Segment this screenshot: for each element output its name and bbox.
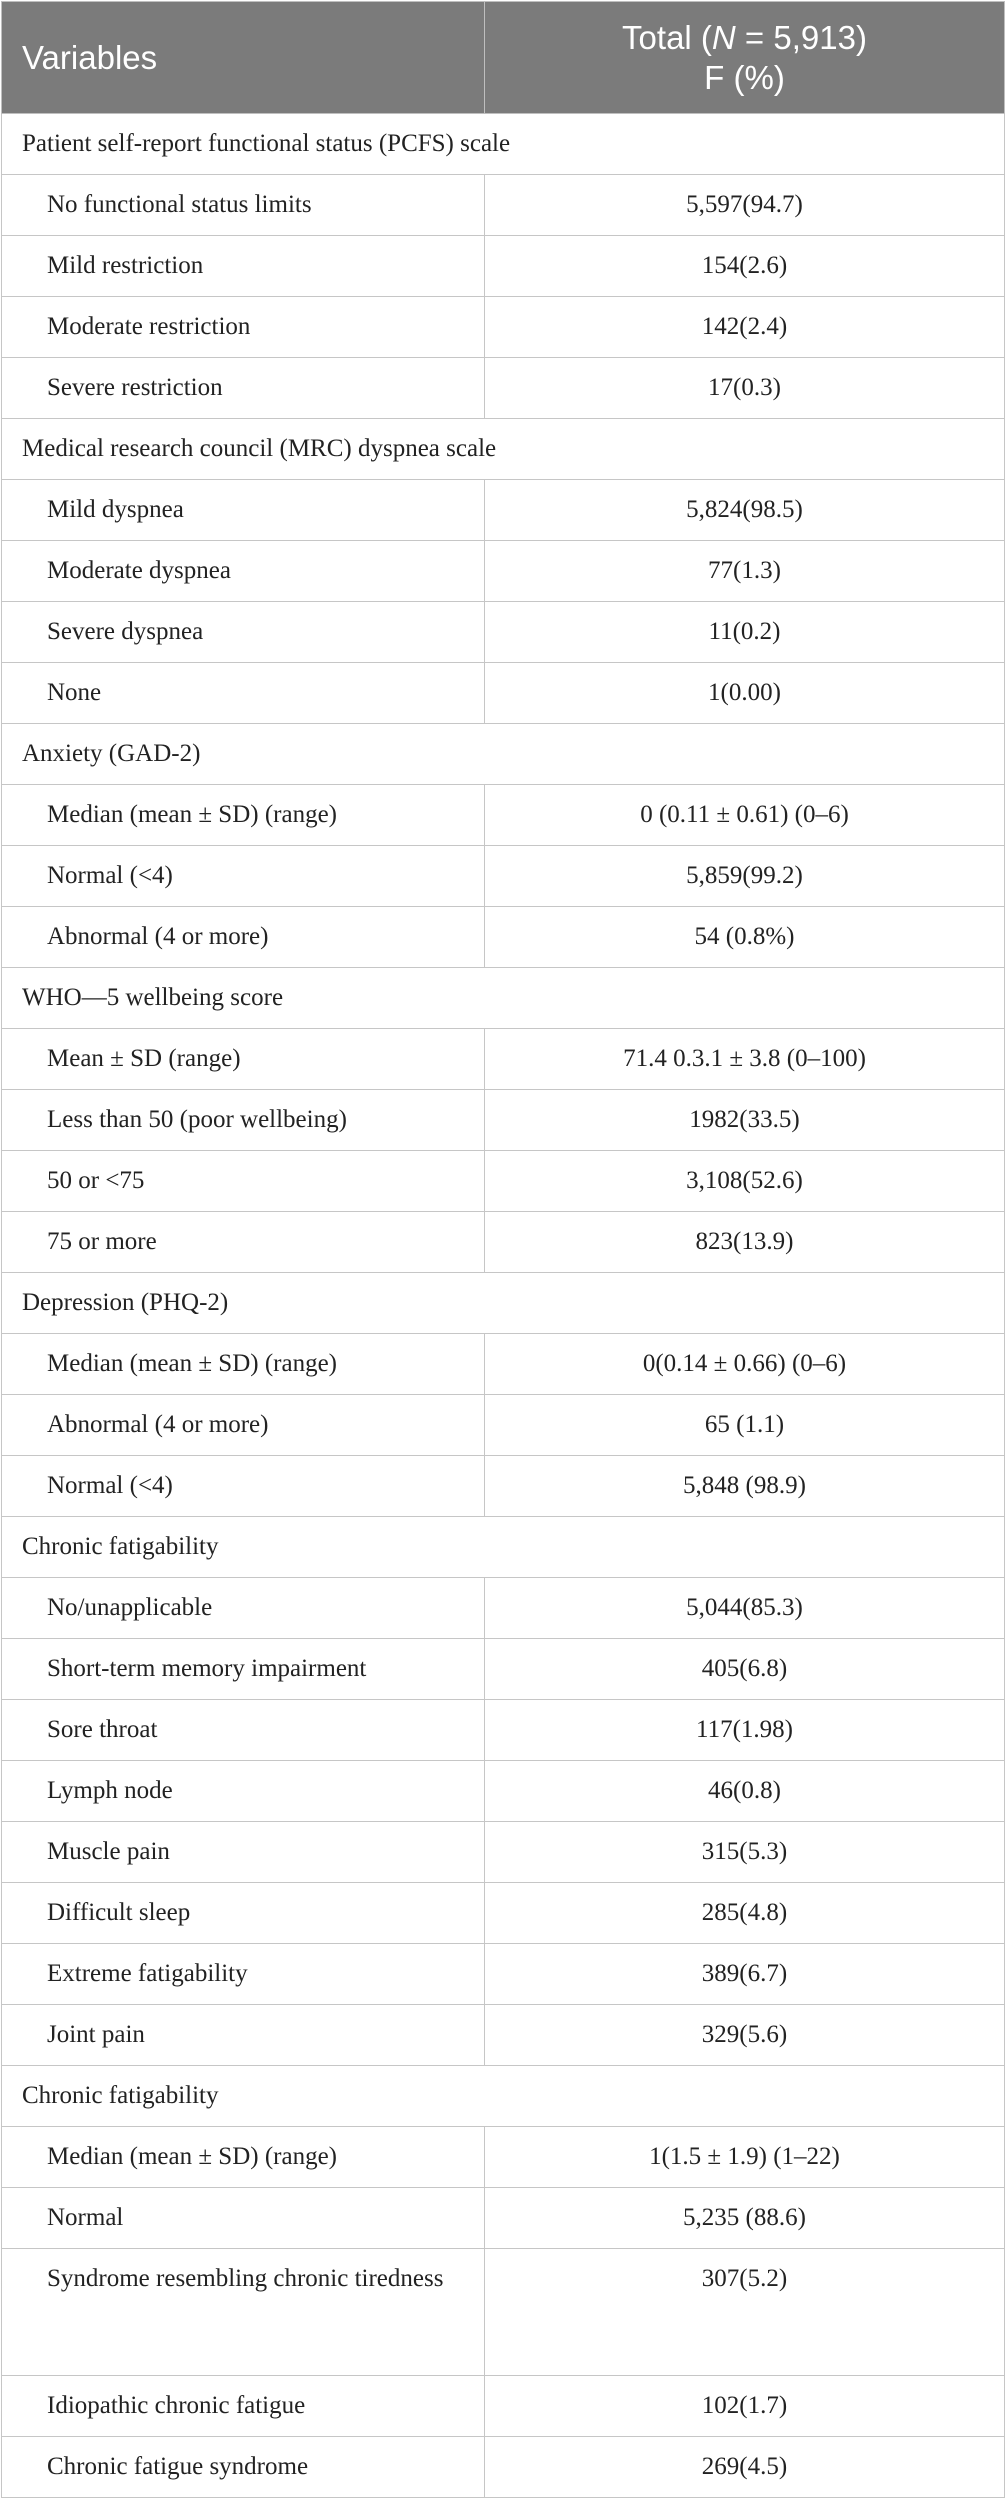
row-label: Lymph node: [2, 1761, 485, 1822]
row-value: 3,108(52.6): [485, 1151, 1005, 1212]
table-row: [2, 907, 1005, 968]
row-label: No functional status limits: [2, 175, 485, 236]
header-total-prefix: Total (: [622, 18, 712, 56]
row-label: Normal: [2, 2188, 485, 2249]
row-label: Sore throat: [2, 1700, 485, 1761]
row-value: 389(6.7): [485, 1944, 1005, 2005]
table-row: [2, 2437, 1005, 2498]
row-label: Less than 50 (poor wellbeing): [2, 1090, 485, 1151]
table-row: [2, 480, 1005, 541]
table-row: [2, 1578, 1005, 1639]
header-total: [485, 2, 1005, 114]
section-row: [2, 419, 1005, 480]
section-row: [2, 2066, 1005, 2127]
section-title: Medical research council (MRC) dyspnea scale: [2, 419, 1005, 480]
row-value: 329(5.6): [485, 2005, 1005, 2066]
table-row: [2, 1639, 1005, 1700]
row-label: Mild restriction: [2, 236, 485, 297]
table-row: [2, 2127, 1005, 2188]
row-value: 5,848 (98.9): [485, 1456, 1005, 1517]
row-label: Severe dyspnea: [2, 602, 485, 663]
row-label: Extreme fatigability: [2, 1944, 485, 2005]
row-label: Moderate dyspnea: [2, 541, 485, 602]
row-value: 142(2.4): [485, 297, 1005, 358]
table-row: [2, 1151, 1005, 1212]
section-title: Anxiety (GAD-2): [2, 724, 1005, 785]
section-row: [2, 968, 1005, 1029]
row-label: Normal (<4): [2, 846, 485, 907]
header-total-line2: F (%): [704, 58, 785, 96]
section-title: Chronic fatigability: [2, 1517, 1005, 1578]
row-value: 0 (0.11 ± 0.61) (0–6): [485, 785, 1005, 846]
row-value: 5,235 (88.6): [485, 2188, 1005, 2249]
row-label: Mild dyspnea: [2, 480, 485, 541]
row-label: Abnormal (4 or more): [2, 907, 485, 968]
row-value: 0(0.14 ± 0.66) (0–6): [485, 1334, 1005, 1395]
table-row: [2, 1029, 1005, 1090]
table-header-row: [2, 2, 1005, 114]
row-label: 50 or <75: [2, 1151, 485, 1212]
section-row: [2, 1273, 1005, 1334]
row-label: Moderate restriction: [2, 297, 485, 358]
header-total-suffix: = 5,913): [735, 18, 867, 56]
row-label: Chronic fatigue syndrome: [2, 2437, 485, 2498]
row-value: 1(1.5 ± 1.9) (1–22): [485, 2127, 1005, 2188]
header-variables: Variables: [2, 2, 485, 114]
table-row: [2, 785, 1005, 846]
row-value: 117(1.98): [485, 1700, 1005, 1761]
row-label: Median (mean ± SD) (range): [2, 785, 485, 846]
section-row: [2, 1517, 1005, 1578]
table-row: [2, 1761, 1005, 1822]
table-row: [2, 1944, 1005, 2005]
table-body: [2, 114, 1005, 2498]
row-value: 11(0.2): [485, 602, 1005, 663]
table-row: [2, 1456, 1005, 1517]
table-row: [2, 663, 1005, 724]
row-value: 1(0.00): [485, 663, 1005, 724]
table-row: [2, 2188, 1005, 2249]
table-row: [2, 175, 1005, 236]
section-row: [2, 114, 1005, 175]
table-row: [2, 1700, 1005, 1761]
row-label: None: [2, 663, 485, 724]
row-label: Severe restriction: [2, 358, 485, 419]
row-label: Normal (<4): [2, 1456, 485, 1517]
row-value: 285(4.8): [485, 1883, 1005, 1944]
row-label: Joint pain: [2, 2005, 485, 2066]
row-label: Idiopathic chronic fatigue: [2, 2376, 485, 2437]
row-value: 269(4.5): [485, 2437, 1005, 2498]
row-label: Median (mean ± SD) (range): [2, 2127, 485, 2188]
table-row: [2, 2376, 1005, 2437]
row-label: Median (mean ± SD) (range): [2, 1334, 485, 1395]
row-label: Mean ± SD (range): [2, 1029, 485, 1090]
section-title: WHO—5 wellbeing score: [2, 968, 1005, 1029]
table-row: [2, 1822, 1005, 1883]
row-value: 307(5.2): [485, 2249, 1005, 2376]
row-value: 823(13.9): [485, 1212, 1005, 1273]
row-value: 54 (0.8%): [485, 907, 1005, 968]
row-value: 65 (1.1): [485, 1395, 1005, 1456]
table-row: [2, 297, 1005, 358]
table-row: [2, 1883, 1005, 1944]
row-value: 1982(33.5): [485, 1090, 1005, 1151]
table-row: [2, 1212, 1005, 1273]
table-row: [2, 846, 1005, 907]
row-label: Abnormal (4 or more): [2, 1395, 485, 1456]
section-row: [2, 724, 1005, 785]
row-value: 102(1.7): [485, 2376, 1005, 2437]
row-value: 17(0.3): [485, 358, 1005, 419]
header-total-n: N: [711, 18, 736, 56]
table-row: [2, 358, 1005, 419]
row-value: 5,044(85.3): [485, 1578, 1005, 1639]
row-value: 77(1.3): [485, 541, 1005, 602]
row-value: 5,824(98.5): [485, 480, 1005, 541]
row-label: 75 or more: [2, 1212, 485, 1273]
row-label: Muscle pain: [2, 1822, 485, 1883]
row-label: No/unapplicable: [2, 1578, 485, 1639]
table-row: [2, 1395, 1005, 1456]
results-table: [1, 1, 1005, 2498]
row-value: 71.4 0.3.1 ± 3.8 (0–100): [485, 1029, 1005, 1090]
row-label: Syndrome resembling chronic tiredness: [2, 2249, 485, 2376]
table-row: [2, 236, 1005, 297]
row-value: 154(2.6): [485, 236, 1005, 297]
table-row: [2, 1090, 1005, 1151]
header-total-line1: [485, 18, 1004, 58]
row-label: Short-term memory impairment: [2, 1639, 485, 1700]
row-value: 46(0.8): [485, 1761, 1005, 1822]
row-value: 315(5.3): [485, 1822, 1005, 1883]
table-row: [2, 602, 1005, 663]
table-row: [2, 2005, 1005, 2066]
row-value: 405(6.8): [485, 1639, 1005, 1700]
results-table-container: [1, 1, 1004, 2498]
table-row: [2, 541, 1005, 602]
section-title: Depression (PHQ-2): [2, 1273, 1005, 1334]
table-row: [2, 1334, 1005, 1395]
table-row: [2, 2249, 1005, 2376]
row-value: 5,597(94.7): [485, 175, 1005, 236]
section-title: Chronic fatigability: [2, 2066, 1005, 2127]
row-label: Difficult sleep: [2, 1883, 485, 1944]
section-title: Patient self-report functional status (PCFS) scale: [2, 114, 1005, 175]
row-value: 5,859(99.2): [485, 846, 1005, 907]
